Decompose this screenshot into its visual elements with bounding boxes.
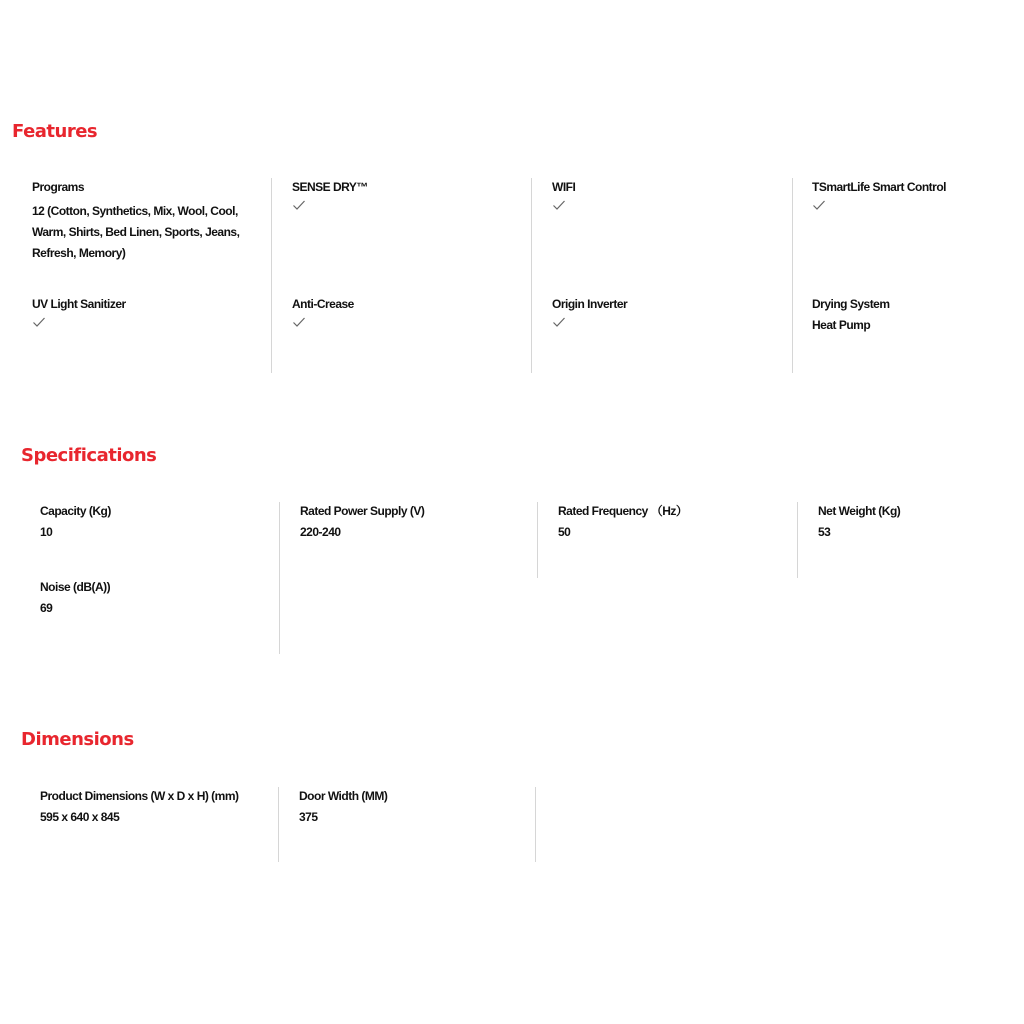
features-title: Features bbox=[12, 121, 98, 142]
spec-label: Capacity (Kg) bbox=[40, 504, 111, 518]
spec-noise bbox=[40, 580, 275, 619]
feature-label: SENSE DRY™ bbox=[292, 180, 368, 194]
feature-sense-dry bbox=[292, 180, 527, 211]
features-divider-1 bbox=[271, 178, 272, 373]
spec-value: 10 bbox=[40, 525, 53, 539]
spec-value: 69 bbox=[40, 601, 53, 615]
spec-label: Rated Frequency （Hz） bbox=[558, 504, 688, 518]
dimension-value: 375 bbox=[299, 810, 318, 824]
feature-wifi bbox=[552, 180, 787, 211]
check-icon bbox=[292, 199, 306, 211]
feature-label: WIFI bbox=[552, 180, 576, 194]
spec-value: 53 bbox=[818, 525, 831, 539]
spec-capacity bbox=[40, 504, 275, 543]
feature-label: Programs bbox=[32, 180, 85, 194]
spec-label: Net Weight (Kg) bbox=[818, 504, 901, 518]
feature-label: Anti-Crease bbox=[292, 297, 354, 311]
spec-value: 50 bbox=[558, 525, 571, 539]
spec-rated-frequency bbox=[558, 504, 793, 543]
check-icon bbox=[812, 199, 826, 211]
specs-divider-1 bbox=[279, 502, 280, 654]
spec-net-weight bbox=[818, 504, 1024, 543]
feature-value: Heat Pump bbox=[812, 318, 871, 332]
features-divider-3 bbox=[792, 178, 793, 373]
specs-divider-3 bbox=[797, 502, 798, 578]
check-icon bbox=[292, 316, 306, 328]
specifications-title: Specifications bbox=[21, 445, 157, 466]
spec-rated-power-supply bbox=[300, 504, 535, 543]
feature-anti-crease bbox=[292, 297, 527, 328]
feature-label: TSmartLife Smart Control bbox=[812, 180, 947, 194]
dimensions-title: Dimensions bbox=[21, 729, 134, 750]
dimensions-divider-2 bbox=[535, 787, 536, 862]
check-icon bbox=[552, 316, 566, 328]
dimension-label: Door Width (MM) bbox=[299, 789, 388, 803]
check-icon bbox=[32, 316, 46, 328]
specs-divider-2 bbox=[537, 502, 538, 578]
spec-value: 220-240 bbox=[300, 525, 341, 539]
feature-drying-system bbox=[812, 297, 1024, 336]
dimension-door-width bbox=[299, 789, 534, 828]
feature-origin-inverter bbox=[552, 297, 787, 328]
feature-uv-light-sanitizer bbox=[32, 297, 267, 328]
spec-label: Rated Power Supply (V) bbox=[300, 504, 425, 518]
feature-label: Drying System bbox=[812, 297, 890, 311]
features-divider-2 bbox=[531, 178, 532, 373]
dimension-value: 595 x 640 x 845 bbox=[40, 810, 120, 824]
dimension-label: Product Dimensions (W x D x H) (mm) bbox=[40, 789, 239, 803]
spec-label: Noise (dB(A)) bbox=[40, 580, 111, 594]
feature-programs bbox=[32, 180, 267, 264]
dimensions-divider-1 bbox=[278, 787, 279, 862]
feature-label: UV Light Sanitizer bbox=[32, 297, 126, 311]
dimension-product-dimensions bbox=[40, 789, 275, 828]
feature-label: Origin Inverter bbox=[552, 297, 628, 311]
check-icon bbox=[552, 199, 566, 211]
feature-tsmartlife bbox=[812, 180, 1024, 211]
feature-value: 12 (Cotton, Synthetics, Mix, Wool, Cool, Warm, Shirts, Bed Linen, Sports, Jeans, Refresh, Memory) bbox=[32, 204, 240, 260]
